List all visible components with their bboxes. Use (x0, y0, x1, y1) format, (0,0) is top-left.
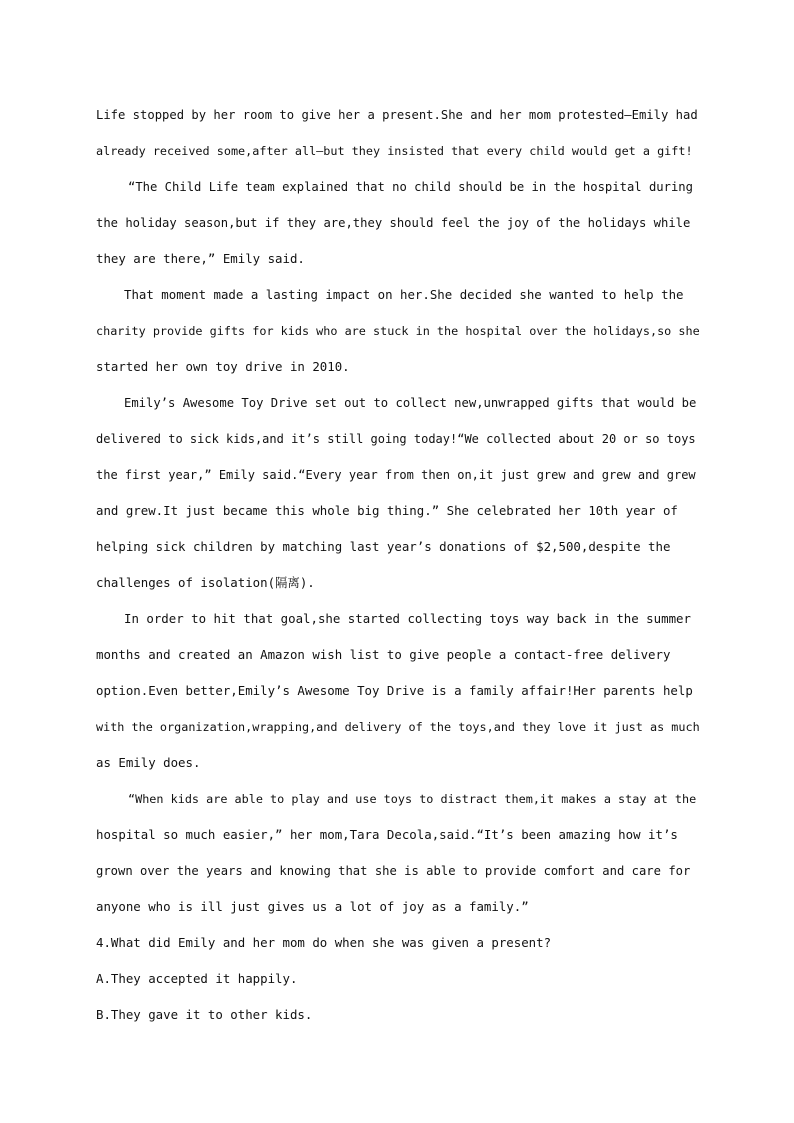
paragraph-line: “The Child Life team explained that no child should be in the hospital during (128, 180, 693, 194)
paragraph-line: started her own toy drive in 2010. (96, 359, 350, 374)
question-stem: 4.What did Emily and her mom do when she was given a present? (96, 935, 552, 950)
paragraph-line: Life stopped by her room to give her a present.She and her mom protested—Emily had (96, 108, 698, 122)
paragraph-line: delivered to sick kids,and it’s still going today!“We collected about 20 or so toys (96, 432, 696, 446)
paragraph-line: Emily’s Awesome Toy Drive set out to collect new,unwrapped gifts that would be (124, 396, 697, 410)
paragraph-line: the holiday season,but if they are,they should feel the joy of the holidays while (96, 216, 691, 230)
paragraph-line: months and created an Amazon wish list to give people a contact-free delivery (96, 647, 671, 662)
paragraph-line: and grew.It just became this whole big thing.” She celebrated her 10th year of (96, 503, 678, 518)
paragraph-line: already received some,after all—but they insisted that every child would get a gift! (96, 144, 693, 158)
paragraph-line: hospital so much easier,” her mom,Tara Decola,said.“It’s been amazing how it’s (96, 827, 678, 842)
paragraph-line: option.Even better,Emily’s Awesome Toy Drive is a family affair!Her parents help (96, 683, 693, 698)
paragraph-line: with the organization,wrapping,and delivery of the toys,and they love it just as much (96, 720, 700, 734)
paragraph-line: the first year,” Emily said.“Every year from then on,it just grew and grew and grew (96, 468, 696, 482)
answer-option-b: B.They gave it to other kids. (96, 1007, 313, 1022)
paragraph-line: grown over the years and knowing that she is able to provide comfort and care for (96, 864, 691, 878)
paragraph-line: challenges of isolation(隔离). (96, 575, 315, 590)
paragraph-line: That moment made a lasting impact on her.She decided she wanted to help the (124, 287, 684, 302)
paragraph-line: charity provide gifts for kids who are stuck in the hospital over the holidays,so she (96, 324, 700, 338)
paragraph-line: In order to hit that goal,she started collecting toys way back in the summer (124, 611, 691, 626)
paragraph-line: “When kids are able to play and use toys to distract them,it makes a stay at the (128, 792, 697, 806)
paragraph-line: helping sick children by matching last year’s donations of $2,500,despite the (96, 539, 671, 554)
answer-option-a: A.They accepted it happily. (96, 971, 298, 986)
paragraph-line: anyone who is ill just gives us a lot of joy as a family.” (96, 899, 529, 914)
paragraph-line: they are there,” Emily said. (96, 251, 305, 266)
paragraph-line: as Emily does. (96, 755, 201, 770)
